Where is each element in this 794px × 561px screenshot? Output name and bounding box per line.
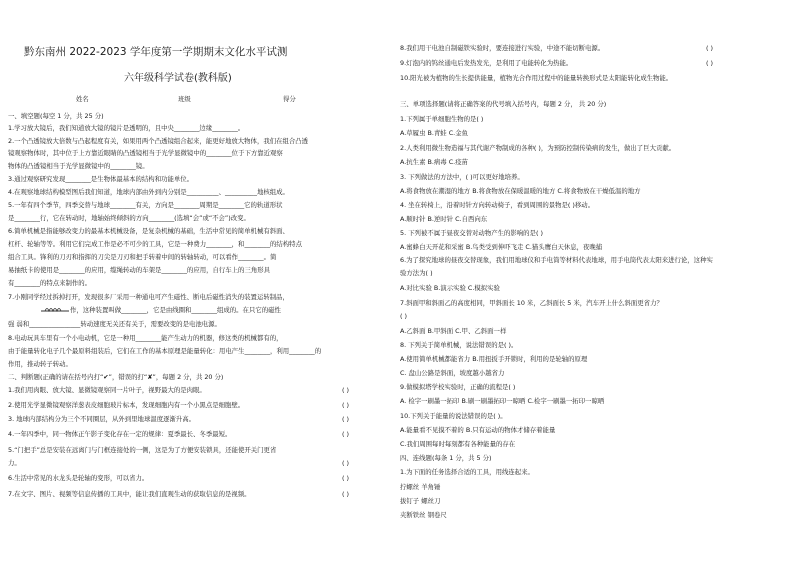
answer-paren: ( ) [342,415,350,423]
left-line: 组合工具。锋利的刀刃和指挥的刀尖是刀刃和把手转着中间的转轴转动，可以看作________。简 [8,253,277,261]
left-line: 7.在文字、图片、视频等信息传播的工具中，能让我们直观生动的获取信息的是视频。 [8,490,251,498]
right-line: A.将食物放在潮湿的地方 B.将食物放在保暖温暖的地方 C.将食物放在干燥低温的地方 [400,187,641,195]
electromagnet-icon [40,305,70,315]
left-line: 由于能量转化电子几个最原料组装后，它们在工作的基本原理是能量转化：用电产生________，利用________的 [8,347,322,355]
left-line: 物体的凸透镜相当于光学显微镜中的________镜。 [8,162,149,170]
exam-title: 黔东南州 2022-2023 学年度第一学期期末文化水平试测 [24,46,288,58]
name-label: 姓名 [76,95,89,103]
left-line: 2.使用光学显微镜观察洋葱表皮细胞玻片标本，发现细胞内有一个小黑点是细胞壁。 [8,401,245,409]
right-line: A. 检字一刷墨一拓印 B.刷一刷墨拓印一晾晒 C.检字一刷墨一拓印一晾晒 [400,397,605,405]
left-line: 4.在观察地球结构模型图后我们知道，地球内部由外到内分别是__________、__________地核组成。 [8,188,289,196]
right-line: A.草履虫 B.青蛙 C.金鱼 [400,129,468,137]
right-line: A.对比实验 B.演示实验 C.模拟实验 [400,284,500,292]
right-line: A.蜜蜂白天开花和采蜜 B.鸟类受到伸吓飞走 C.猫头鹰白天休息，夜晚捕 [400,243,603,251]
left-line: 作用，推动转子转动。 [8,360,72,368]
left-line: 1.我们用肉眼、放大镜、显微镜观察同一片叶子，视野最大的是肉眼。 [8,386,206,394]
right-line: 8. 下列关于简单机械，说法错误的是( )。 [400,341,518,349]
right-line: 6.为了探究地球的昼夜交替现象，我们用地球仪和手电筒等材料代表地球，用手电筒代表太阳来进行论，这种实 [400,256,713,264]
score-label: 得分 [283,95,296,103]
right-line: 拧螺丝 羊角锤 [400,483,441,491]
right-line: 9.做模拟塔学校实验时，正确的流程是( ) [400,383,516,391]
left-line: 5.“门把手”总是安装在远离门与门框连接处的一侧，这是为了方便安装锁具，还能使开关门更省 [8,446,277,454]
left-line: 有________的特点来制作的。 [8,279,92,287]
right-line: 1.为下面的任务选择合适的工具，用线连起来。 [400,468,534,476]
right-line: 拔钉子 螺丝刀 [400,497,441,505]
right-line: C.我们周围每时每刻都有各种能量的存在 [400,440,516,448]
left-line: 5.一年有四个季节，四季交替与地球________有关，方向是________周期是________它的轨道形状 [8,201,283,209]
left-line: 镜观察物体时，其中位于上方靠近眼睛的凸透镜相当于光学显微镜中的________位于下方靠近观察 [8,149,283,157]
left-line: 是________行，它在转动时，地轴始终倾斜的方向________(选填“会”或“不会”)改变。 [8,214,250,222]
left-line: 作，这种装置叫做________，它是由线圈和________组成的。在只它的磁性 [70,306,281,314]
left-line: 强 弱和________________转动速度无关还有关于，需要改变的是电池电源。 [8,320,221,328]
right-line: 8.我们用干电池自制磁铁实验时，要连接进行实验，中途不能切断电源。 [400,44,605,52]
left-line: 3. 地球内部结构分为三个不同圈层，从外到里地球温度逐渐升高。 [8,415,196,423]
right-line: A.乙斜面 B.甲斜面 C.甲、乙斜面一样 [400,327,507,335]
left-line: 8.电动玩具车里有一个小电动机，它是一种用________能产生动力的机器，修这类的机械都有的， [8,334,283,342]
answer-paren: ( ) [342,474,350,482]
right-line: 夹断铁丝 钢卷尺 [400,511,447,519]
left-column [8,0,384,561]
right-line: 10.阳光被为植物的生长提供能量，植物光合作用过程中的能量转换形式是太阳能转化成生物能。 [400,74,673,82]
answer-paren: ( ) [342,401,350,409]
answer-paren: ( ) [342,490,350,498]
right-line: 验方法为( ) [400,269,433,277]
left-line: 一、填空题(每空 1 分，共 25 分) [8,112,104,120]
right-line: 7.斜面甲和斜面乙的高度相同，甲斜面长 10 米，乙斜面长 5 米，汽车开上什么斜面更省力？ [400,299,663,307]
left-line: 3.通过观察研究发现________是生物体最基本的结构和功能单位。 [8,175,194,183]
answer-paren: ( ) [342,430,350,438]
right-line: 1.下列属于单细胞生物的是( ) [400,115,484,123]
right-line: 3. 下列做法的方法中，( )可以更好地培养。 [400,173,524,181]
left-line: 6.生活中常见的水龙头是轮轴的变形，可以省力。 [8,474,149,482]
answer-paren: ( ) [706,59,714,67]
right-line: A.抗生素 B.病毒 C.疫苗 [400,158,468,166]
left-line: 7.小刚同学经过拆掉打开，发现很多厂采用一种通电可产生磁性、断电后磁性消失的装置运转制品， [8,293,289,301]
left-line: 2.一个凸透镜放大倍数与凸起程度有关，如果用两个凸透镜组合起来，能更好地放大物体，我们在组合凸透 [8,137,309,145]
answer-paren: ( ) [706,44,714,52]
exam-subtitle: 六年级科学试卷(教科版) [124,73,232,84]
right-line: 9.灯泡内的钨丝通电后发热发光，是利用了电能转化为热能。 [400,59,573,67]
right-line: A.使用简单机械都能省力 B.用扭扳手开锁时，利用的是轮轴的原理 [400,355,588,363]
left-line: 二、判断题(正确的请在括号内打“✔”，错误的打“✘”，每题 2 分，共 20 分) [8,373,224,381]
answer-paren: ( ) [342,459,350,467]
right-line: 5. 下列被不属于昼夜交替对动物产生的影响的是( ) [400,229,543,237]
right-line: A.顺时针 B.逆时针 C.自西向东 [400,215,488,223]
left-line: 力。 [8,459,21,467]
right-line: 2.人类利用微生物造福与其代谢产物制成的各种( )，为预防控制传染病的发生，做出了巨大贡献。 [400,144,676,152]
right-line: A.能量看不见摸不着的 B.只有运动的物体才储存着能量 [400,426,556,434]
left-line: 杠杆、轮轴等等。利用它们完成工作是必不可少的工具，它是一种费力________，和________的结构特点 [8,240,302,248]
left-line: 1.学习放大镜后，我们知道放大镜的镜片是透明的，且中央________边缘________。 [8,124,245,132]
right-line: 10.下列关于能量的说法错误的是( )。 [400,412,507,420]
right-column [400,0,790,561]
right-line: 三、单项选择题(请将正确答案的代号填入括号内，每题 2 分， 共 20 分) [400,100,607,108]
right-line: C. 盘山公路是斜面，坡度越小越省力 [400,369,505,377]
left-line: 易抽纸卡的使用是________的应用，缆绳转动的车架是________的应用，自行车上的三角形具 [8,266,271,274]
right-line: 4. 坐在转椅上，沿着时针方向转动椅子，看到周围的景物是( )移动。 [400,201,595,209]
right-line: 四、连线题(每条 1 分，共 5 分) [400,454,492,462]
right-line: ( ) [400,312,408,320]
left-line: 4.一年四季中，同一物体正午影子变化存在一定的规律：夏季最长、冬季最短。 [8,430,232,438]
left-line: 6.简单机械是指能够改变力的最基本机械设备，是复杂机械的基础，生活中常见的简单机械有斜面、 [8,227,289,235]
answer-paren: ( ) [342,386,350,394]
class-label: 班级 [178,95,191,103]
